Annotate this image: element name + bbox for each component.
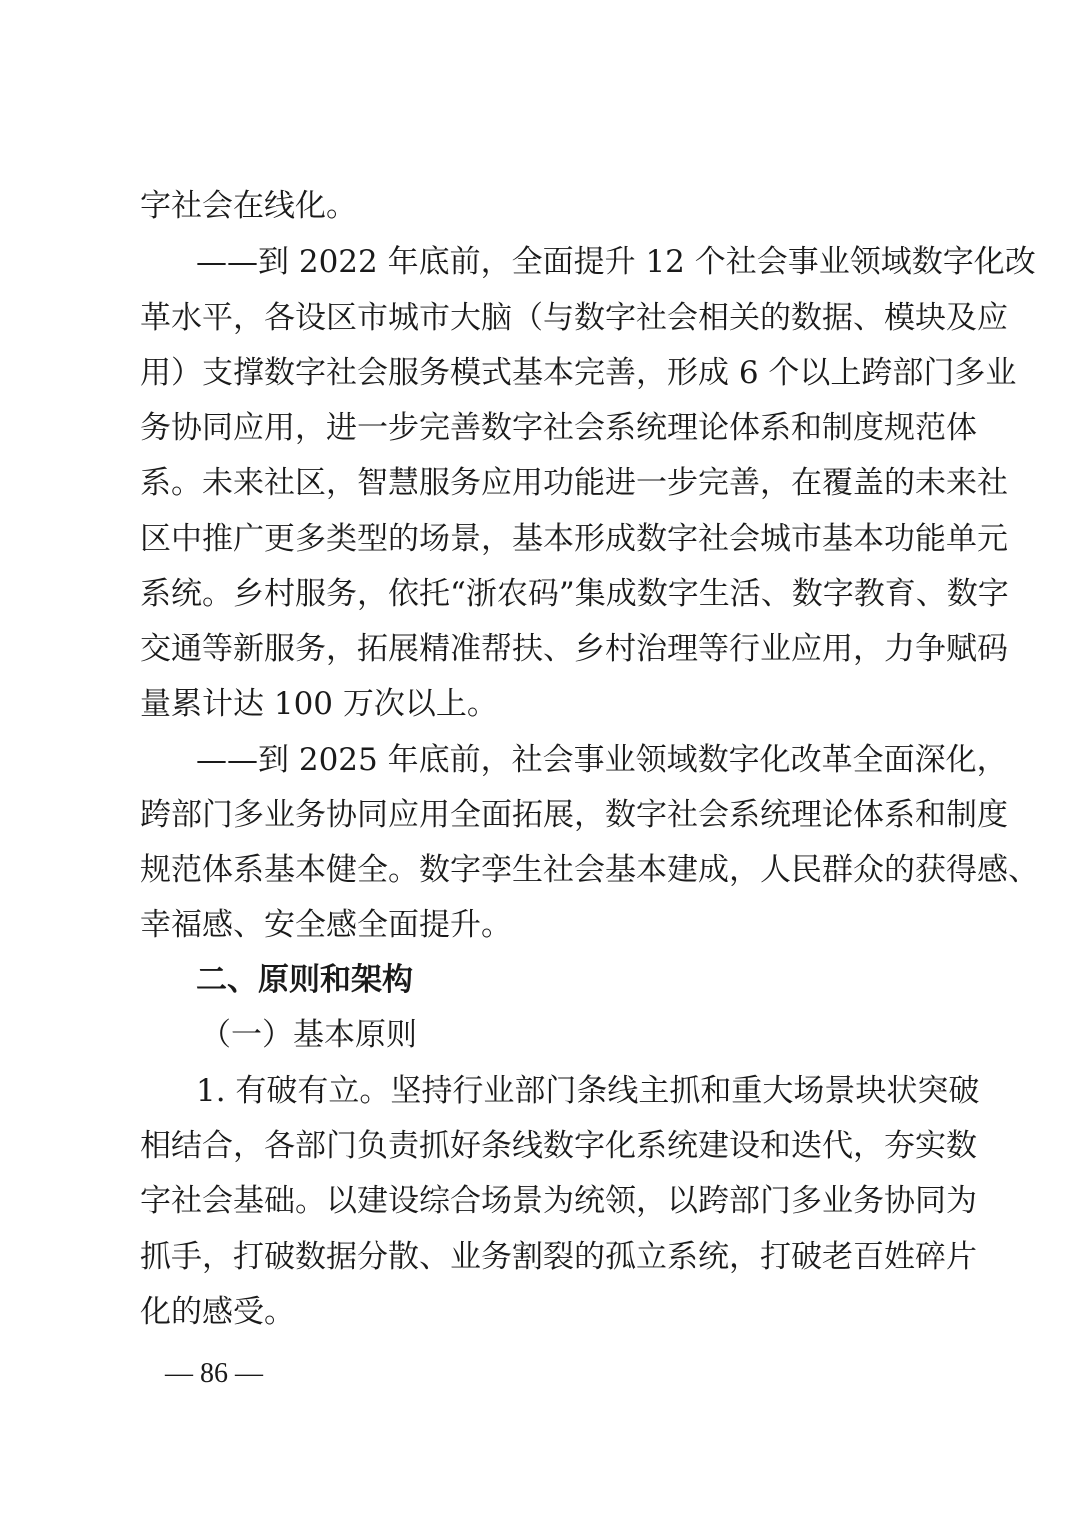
paragraph-line: 相结合，各部门负责抓好条线数字化系统建设和迭代，夯实数	[140, 1128, 977, 1164]
paragraph-line: ——到 2022 年底前，全面提升 12 个社会事业领域数字化改	[196, 244, 1036, 280]
paragraph-line: 规范体系基本健全。数字孪生社会基本建成，人民群众的获得感、	[140, 852, 1039, 888]
paragraph-line: 用）支撑数字社会服务模式基本完善，形成 6 个以上跨部门多业	[140, 355, 1017, 391]
paragraph-line: 务协同应用，进一步完善数字社会系统理论体系和制度规范体	[140, 410, 977, 446]
paragraph-line: 字社会在线化。	[140, 188, 357, 224]
paragraph-line: 革水平，各设区市城市大脑（与数字社会相关的数据、模块及应	[140, 300, 1008, 336]
paragraph-line: 量累计达 100 万次以上。	[140, 686, 498, 722]
paragraph-line: 1. 有破有立。坚持行业部门条线主抓和重大场景块状突破	[196, 1073, 980, 1109]
section-heading: 二、原则和架构	[196, 962, 413, 998]
paragraph-line: ——到 2025 年底前，社会事业领域数字化改革全面深化，	[196, 742, 1008, 778]
subsection-heading: （一）基本原则	[200, 1017, 417, 1053]
paragraph-line: 系统。乡村服务，依托“浙农码”集成数字生活、数字教育、数字	[140, 576, 1009, 612]
paragraph-line: 交通等新服务，拓展精准帮扶、乡村治理等行业应用，力争赋码	[140, 631, 1008, 667]
paragraph-line: 幸福感、安全感全面提升。	[140, 907, 512, 943]
paragraph-line: 化的感受。	[140, 1294, 295, 1330]
paragraph-line: 抓手，打破数据分散、业务割裂的孤立系统，打破老百姓碎片	[140, 1239, 977, 1275]
paragraph-line: 系。未来社区，智慧服务应用功能进一步完善，在覆盖的未来社	[140, 465, 1008, 501]
paragraph-line: 跨部门多业务协同应用全面拓展，数字社会系统理论体系和制度	[140, 797, 1008, 833]
paragraph-line: 区中推广更多类型的场景，基本形成数字社会城市基本功能单元	[140, 521, 1008, 557]
page-number: — 86 —	[165, 1358, 263, 1389]
paragraph-line: 字社会基础。以建设综合场景为统领，以跨部门多业务协同为	[140, 1183, 977, 1219]
